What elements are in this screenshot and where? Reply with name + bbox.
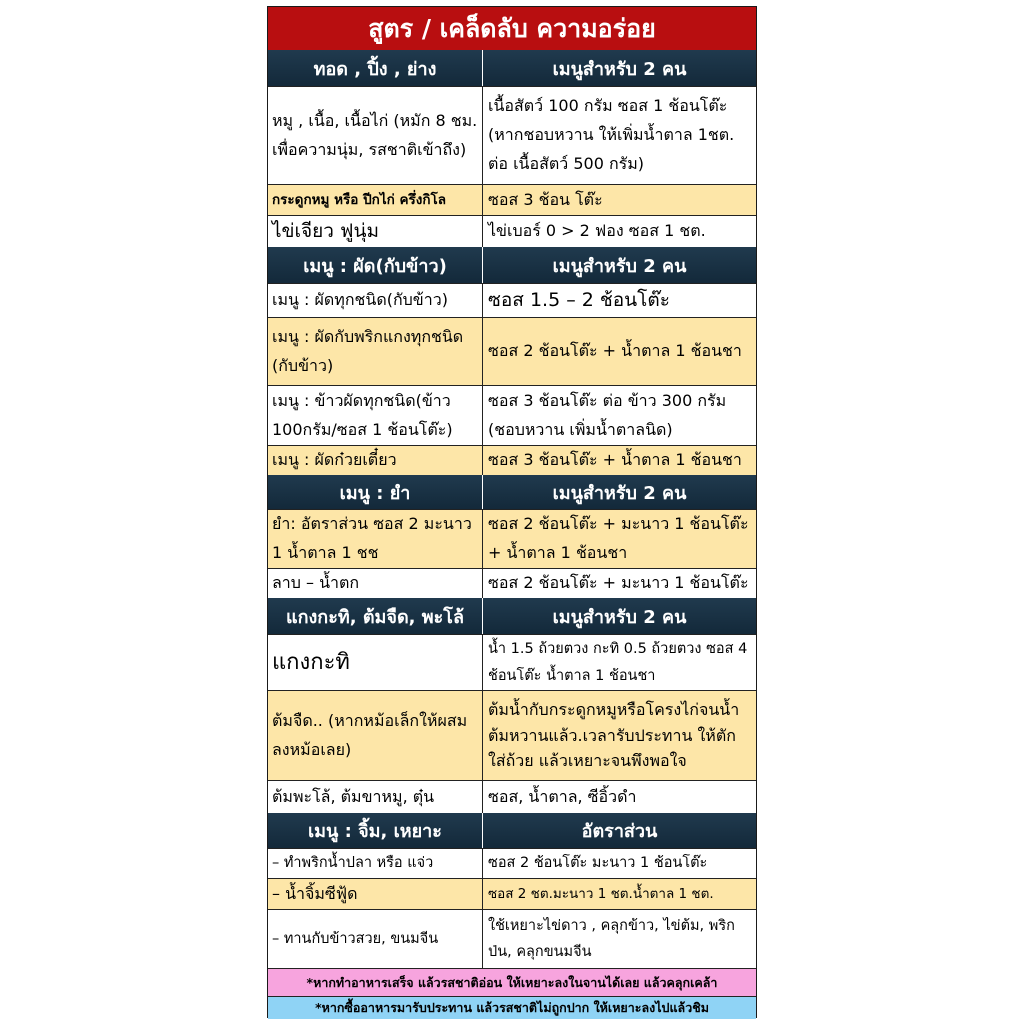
- table-row: [268, 848, 756, 878]
- row-right: ซอส, น้ำตาล, ซีอิ้วดำ: [488, 786, 637, 806]
- row-left: ไข่เจียว ฟูนุ่ม: [268, 216, 483, 247]
- row-right: ซอส 2 ช้อนโต๊ะ + มะนาว 1 ช้อนโต๊ะ + น้ำตาล 1 ช้อนชา: [488, 514, 749, 562]
- table-row: [268, 509, 756, 568]
- row-left: แกงกะทิ: [268, 635, 483, 690]
- table-row: [268, 634, 756, 690]
- row-left: หมู , เนื้อ, เนื้อไก่ (หมัก 8 ชม. เพื่อความนุ่ม, รสชาติเข้าถึง): [268, 87, 483, 184]
- row-left: เมนู : ข้าวผัดทุกชนิด(ข้าว 100กรัม/ซอส 1 ช้อนโต๊ะ): [268, 386, 483, 445]
- row-right: ซอส 1.5 – 2 ช้อนโต๊ะ: [488, 289, 670, 312]
- row-right: ไข่เบอร์ 0 > 2 ฟอง ซอส 1 ชต.: [488, 221, 706, 241]
- row-left: เมนู : ผัดทุกชนิด(กับข้าว): [268, 284, 483, 317]
- row-left: – ทำพริกน้ำปลา หรือ แจ่ว: [268, 849, 483, 878]
- header-right: เมนูสำหรับ 2 คน: [552, 58, 687, 80]
- note-pink: *หากทำอาหารเสร็จ แล้วรสชาติอ่อน ให้เหยาะลงในจานได้เลย แล้วคลุกเคล้า: [268, 968, 756, 996]
- row-right: ซอส 2 ชต.มะนาว 1 ชต.น้ำตาล 1 ชต.: [488, 885, 714, 902]
- row-right: ซอส 2 ช้อนโต๊ะ + น้ำตาล 1 ช้อนชา: [488, 341, 742, 361]
- header-left: แกงกะทิ, ต้มจืด, พะโล้: [268, 598, 483, 634]
- table-row: [268, 878, 756, 909]
- header-left: เมนู : ผัด(กับข้าว): [268, 247, 483, 283]
- row-left: ต้มจืด.. (หากหม้อเล็กให้ผสมลงหม้อเลย): [268, 691, 483, 780]
- header-right: เมนูสำหรับ 2 คน: [552, 606, 687, 628]
- sheet-title: สูตร / เคล็ดลับ ความอร่อย: [268, 7, 756, 50]
- row-right: ซอส 3 ช้อนโต๊ะ ต่อ ข้าว 300 กรัม (ชอบหวาน เพิ่มน้ำตาลนิด): [488, 390, 727, 439]
- section-header-stirfry: [268, 247, 756, 283]
- row-right: ต้มน้ำกับกระดูกหมูหรือโครงไก่จนน้ำต้มหวานแล้ว.เวลารับประทาน ให้ตักใส่ถ้วย แล้วเหยาะจนพึงพอใจ: [488, 700, 740, 771]
- row-left: – ทานกับข้าวสวย, ขนมจีน: [268, 910, 483, 968]
- row-left: ยำ: อัตราส่วน ซอส 2 มะนาว 1 น้ำตาล 1 ชช: [268, 510, 483, 568]
- row-left: เมนู : ผัดกับพริกแกงทุกชนิด (กับข้าว): [268, 318, 483, 385]
- table-row: [268, 215, 756, 247]
- header-right: อัตราส่วน: [581, 821, 658, 842]
- row-right: น้ำ 1.5 ถ้วยตวง กะทิ 0.5 ถ้วยตวง ซอส 4 ช้อนโต๊ะ น้ำตาล 1 ช้อนชา: [488, 641, 748, 684]
- section-header-yum: [268, 475, 756, 509]
- row-right: ซอส 2 ช้อนโต๊ะ + มะนาว 1 ช้อนโต๊ะ: [488, 573, 749, 593]
- header-right: เมนูสำหรับ 2 คน: [552, 482, 687, 504]
- row-left: กระดูกหมู หรือ ปีกไก่ ครึ่งกิโล: [268, 185, 483, 215]
- row-right: ซอส 2 ช้อนโต๊ะ มะนาว 1 ช้อนโต๊ะ: [488, 855, 708, 872]
- row-left: เมนู : ผัดก๋วยเตี๋ยว: [268, 446, 483, 475]
- table-row: [268, 568, 756, 598]
- table-row: [268, 184, 756, 215]
- table-row: [268, 385, 756, 445]
- section-header-grill: [268, 50, 756, 86]
- table-row: [268, 690, 756, 780]
- row-left: – น้ำจิ้มซีฟู้ด: [268, 879, 483, 909]
- note-blue: *หากซื้ออาหารมารับประทาน แล้วรสชาติไม่ถูกปาก ให้เหยาะลงไปแล้วชิม: [268, 996, 756, 1019]
- header-left: เมนู : ยำ: [268, 475, 483, 509]
- table-row: [268, 780, 756, 813]
- table-row: [268, 909, 756, 968]
- row-left: ต้มพะโล้, ต้มขาหมู, ตุ๋น: [268, 781, 483, 813]
- table-row: [268, 86, 756, 184]
- table-row: [268, 283, 756, 317]
- header-left: เมนู : จิ้ม, เหยาะ: [268, 813, 483, 848]
- header-left: ทอด , ปิ้ง , ย่าง: [268, 50, 483, 86]
- table-row: [268, 445, 756, 475]
- row-right: ซอส 3 ช้อน โต๊ะ: [488, 189, 603, 209]
- row-right: เนื้อสัตว์ 100 กรัม ซอส 1 ช้อนโต๊ะ (หากชอบหวาน ให้เพิ่มน้ำตาล 1ชต. ต่อ เนื้อสัตว์ 500 กรัม): [488, 96, 735, 173]
- header-right: เมนูสำหรับ 2 คน: [552, 255, 687, 277]
- section-header-dip: [268, 813, 756, 848]
- recipe-sheet: [267, 6, 757, 1018]
- section-header-curry: [268, 598, 756, 634]
- row-left: ลาบ – น้ำตก: [268, 569, 483, 598]
- row-right: ซอส 3 ช้อนโต๊ะ + น้ำตาล 1 ช้อนชา: [488, 450, 742, 470]
- table-row: [268, 317, 756, 385]
- row-right: ใช้เหยาะไข่ดาว , คลุกข้าว, ไข่ต้ม, พริกป่น, คลุกขนมจีน: [488, 917, 735, 960]
